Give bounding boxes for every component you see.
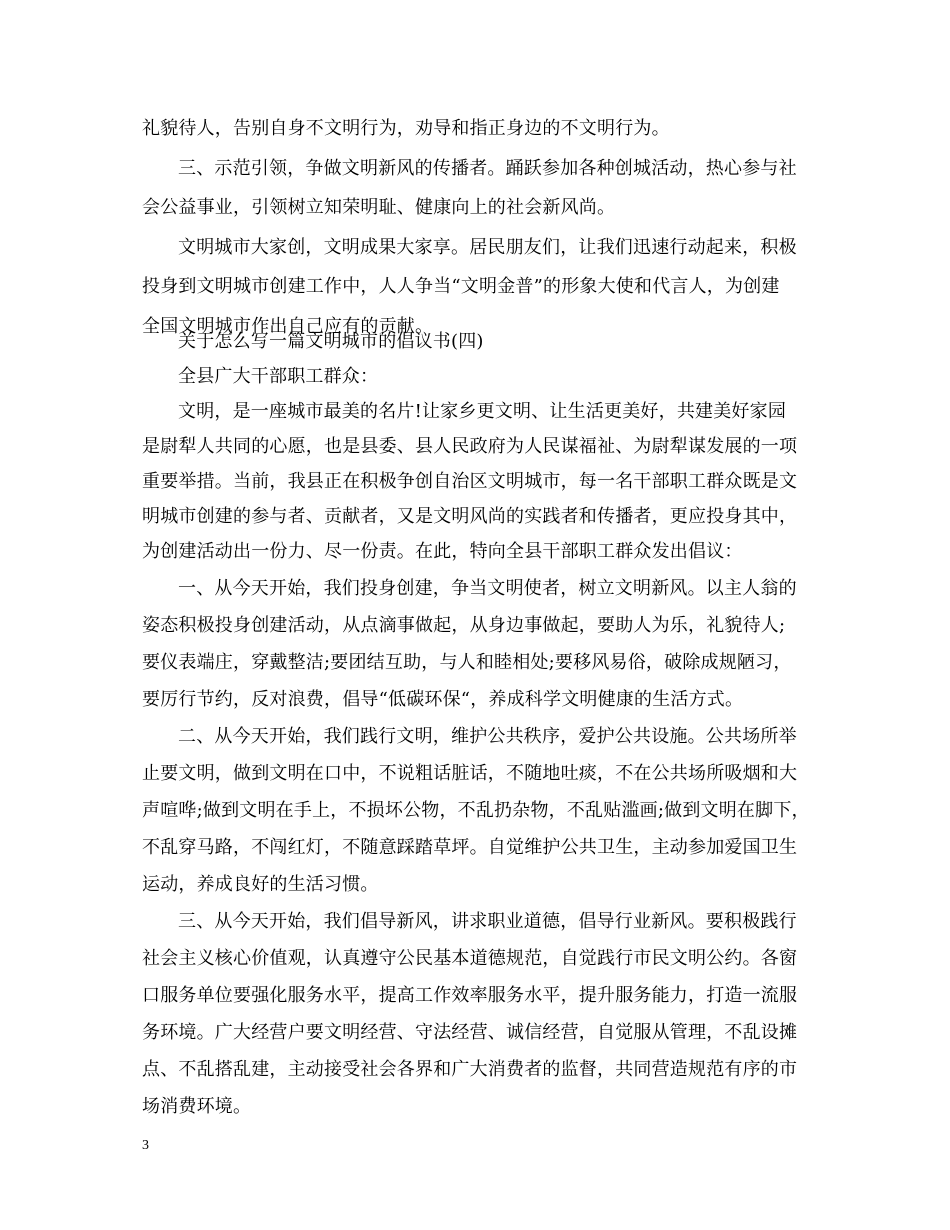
text-line: 要仪表端庄，穿戴整洁;要团结互助，与人和睦相处;要移风易俗，破除成规陋习， [142, 652, 792, 673]
text-line: 点、不乱搭乱建，主动接受社会各界和广大消费者的监督，共同营造规范有序的市 [142, 1059, 798, 1080]
section-heading: 关于怎么写一篇文明城市的倡议书(四) [178, 331, 484, 352]
text-line: 全国文明城市作出自己应有的贡献。 [142, 316, 434, 337]
text-line: 场消费环境。 [142, 1096, 252, 1117]
text-line: 要厉行节约，反对浪费，倡导“低碳环保“，养成科学文明健康的生活方式。 [142, 689, 744, 710]
text-line: 运动，养成良好的生活习惯。 [142, 874, 379, 895]
text-line: 文明城市大家创，文明成果大家享。居民朋友们，让我们迅速行动起来，积极 [178, 237, 797, 258]
salutation: 全县广大干部职工群众： [178, 366, 379, 387]
text-line: 重要举措。当前，我县正在积极争创自治区文明城市，每一名干部职工群众既是文 [142, 471, 798, 492]
text-line: 务环境。广大经营户要文明经营、守法经营、诚信经营，自觉服从管理，不乱设摊 [142, 1022, 798, 1043]
text-line: 社会主义核心价值观，认真遵守公民基本道德规范，自觉践行市民文明公约。各窗 [142, 948, 798, 969]
text-line: 姿态积极投身创建活动，从点滴事做起，从身边事做起，要助人为乐，礼貌待人; [142, 615, 786, 636]
text-line: 口服务单位要强化服务水平，提高工作效率服务水平，提升服务能力，打造一流服 [142, 985, 798, 1006]
text-line: 声喧哗;做到文明在手上，不损坏公物，不乱扔杂物，不乱贴滥画;做到文明在脚下， [142, 800, 810, 821]
text-line: 止要文明，做到文明在口中，不说粗话脏话，不随地吐痰，不在公共场所吸烟和大 [142, 763, 798, 784]
text-line: 投身到文明城市创建工作中，人人争当“文明金普”的形象大使和代言人，为创建 [142, 276, 780, 297]
text-line: 为创建活动出一份力、尽一份责。在此，特向全县干部职工群众发出倡议： [142, 541, 743, 562]
text-line: 是尉犁人共同的心愿，也是县委、县人民政府为人民谋福祉、为尉犁谋发展的一项 [142, 436, 798, 457]
text-line: 文明，是一座城市最美的名片!让家乡更文明、让生活更美好，共建美好家园 [178, 401, 787, 422]
text-line: 三、从今天开始，我们倡导新风，讲求职业道德，倡导行业新风。要积极践行 [178, 911, 797, 932]
text-line: 礼貌待人，告别自身不文明行为，劝导和指正身边的不文明行为。 [142, 118, 670, 139]
text-line: 不乱穿马路，不闯红灯，不随意踩踏草坪。自觉维护公共卫生，主动参加爱国卫生 [142, 837, 798, 858]
page-number: 3 [142, 1138, 149, 1153]
text-line: 一、从今天开始，我们投身创建，争当文明使者，树立文明新风。以主人翁的 [178, 578, 797, 599]
text-line: 二、从今天开始，我们践行文明，维护公共秩序，爱护公共设施。公共场所举 [178, 726, 797, 747]
text-line: 明城市创建的参与者、贡献者，又是文明风尚的实践者和传播者，更应投身其中， [142, 506, 798, 527]
text-line: 三、示范引领，争做文明新风的传播者。踊跃参加各种创城活动，热心参与社 [178, 158, 797, 179]
text-line: 会公益事业，引领树立知荣明耻、健康向上的社会新风尚。 [142, 197, 616, 218]
